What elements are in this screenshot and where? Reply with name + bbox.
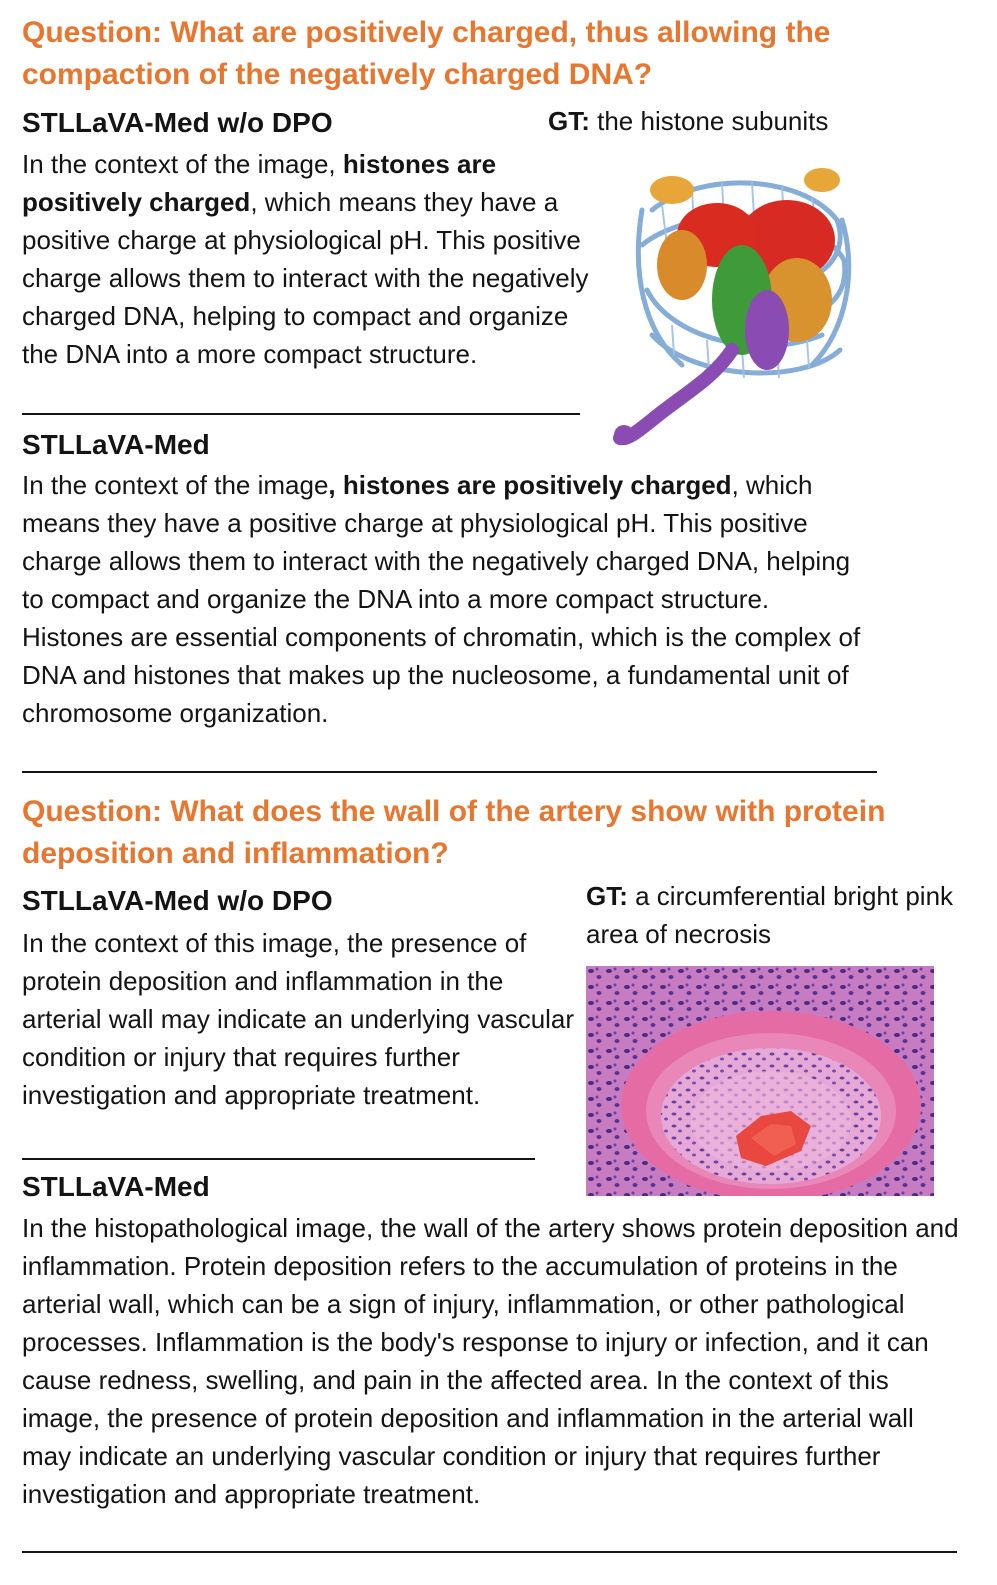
ground-truth-1 xyxy=(548,102,988,140)
divider xyxy=(22,1158,535,1160)
artery-histology-image xyxy=(586,966,934,1196)
model-b-title-2: STLLaVA-Med xyxy=(22,1171,210,1202)
answer-text-pre: In the context of the image, xyxy=(22,149,343,179)
divider xyxy=(22,771,877,773)
gt-value-1: the histone subunits xyxy=(589,106,829,136)
model-a-title-1: STLLaVA-Med w/o DPO xyxy=(22,107,333,138)
question-2: Question: What does the wall of the artery show with protein deposition and inflammation? xyxy=(22,795,886,870)
model-a-answer-1 xyxy=(22,145,592,373)
answer-text-post: , which means they have a positive charge at physiological pH. This positive charge allows them to interact with the negatively charged DNA, helping to compact and organize the DNA into a more compact structure. xyxy=(22,187,589,369)
model-a-answer-2: In the context of this image, the presence of protein deposition and inflammation in the arterial wall may indicate an underlying vascular condition or injury that requires further investigation and appropriate treatment. xyxy=(22,928,575,1110)
nucleosome-svg xyxy=(612,150,857,450)
answer-text-post: , which means they have a positive charge at physiological pH. This positive charge allows them to interact with the negatively charged DNA, helping to compact and organize the DNA into a more compact structure. Histones are essential components of chromatin, which is the complex of DNA and histones that makes up the nucleosome, a fundamental unit of chromosome organization. xyxy=(22,470,861,728)
gt-label-2: GT: xyxy=(586,881,628,911)
model-b-answer-2: In the histopathological image, the wall of the artery shows protein deposition and inflammation. Protein deposition refers to the accumulation of proteins in the arterial wall, which can be a sign of injury, inflammation, or other pathological processes. Inflammation is the body's response to injury or infection, and it can cause redness, swelling, and pain in the affected area. In the context of this image, the presence of protein deposition and inflammation in the arterial wall may indicate an underlying vascular condition or injury that requires further investigation and appropriate treatment. xyxy=(22,1213,959,1509)
histology-svg xyxy=(586,966,934,1196)
model-a-title-2: STLLaVA-Med w/o DPO xyxy=(22,885,333,916)
ground-truth-2 xyxy=(586,877,981,953)
question-1: Question: What are positively charged, thus allowing the compaction of the negatively charged DNA? xyxy=(22,16,831,91)
nucleosome-structure-image xyxy=(612,150,857,450)
gt-value-2: a circumferential bright pink area of necrosis xyxy=(586,881,954,949)
gt-label-1: GT: xyxy=(548,106,590,136)
model-b-answer-1 xyxy=(22,466,872,732)
divider xyxy=(22,1551,957,1553)
model-b-title-1: STLLaVA-Med xyxy=(22,429,210,460)
answer-text-pre: In the context of the image xyxy=(22,470,329,500)
answer-text-bold: histones are positively charged xyxy=(22,149,497,217)
divider xyxy=(22,413,580,415)
answer-text-bold: , histones are positively charged xyxy=(328,470,732,500)
